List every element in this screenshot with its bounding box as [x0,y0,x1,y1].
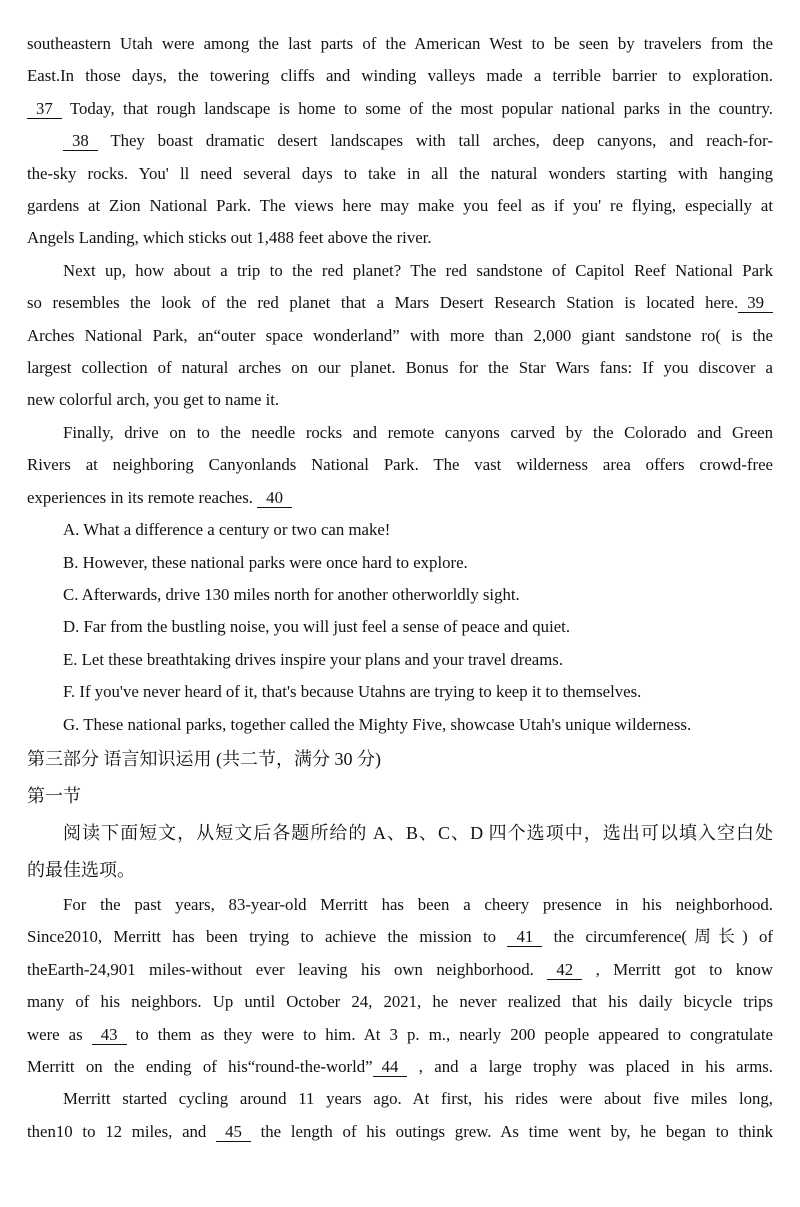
passage-line: so resembles the look of the red planet that a Mars Desert Research Station is located here. 39 [27,287,773,319]
cloze-line: Since2010, Merritt has been trying to achieve the mission to 41 the circumference(周长) of [27,927,773,947]
cloze-line: Merritt on the ending of his“round-the-world” 44 , and a large trophy was placed in his arms. [27,1056,773,1076]
option-b: B. However, these national parks were once hard to explore. [63,552,468,572]
passage-line: Next up, how about a trip to the red planet? The red sandstone of Capitol Reef National Park [63,260,773,280]
instructions-line: 的最佳选项。 [27,859,135,880]
blank-39: 39 [738,293,773,313]
option-g: G. These national parks, together called the Mighty Five, showcase Utah's unique wilderness. [63,714,692,734]
cloze-line: were as 43 to them as they were to him. At 3 p. m., nearly 200 people appeared to congratulate [27,1024,773,1044]
passage-line: Arches National Park, an“outer space wonderland” with more than 2,000 giant sandstone ro( is the [27,325,773,345]
subsection-label: 第一节 [27,785,81,806]
passage-line: southeastern Utah were among the last parts of the American West to be seen by travelers from the [27,34,773,53]
cloze-line: then10 to 12 miles, and 45 the length of his outings grew. As time went by, he began to think [27,1121,773,1141]
passage-line: Rivers at neighboring Canyonlands National Park. The vast wilderness area offers crowd-free [27,455,773,475]
section-header: 第三部分 语言知识运用 (共二节，满分 30 分) [27,748,381,769]
passage-line: largest collection of natural arches on our planet. Bonus for the Star Wars fans: If you discover a [27,358,773,378]
blank-44: 44 [373,1057,408,1077]
blank-38: 38 [63,131,98,151]
passage-line: gardens at Zion National Park. The views here may make you feel as if you' re flying, especially at [27,196,773,216]
passage-line: East.In those days, the towering cliffs and winding valleys made a terrible barrier to exploration. [27,66,773,86]
option-e: E. Let these breathtaking drives inspire your plans and your travel dreams. [63,649,564,669]
passage-line: 38 They boast dramatic desert landscapes with tall arches, deep canyons, and reach-for- [27,125,773,157]
option-c: C. Afterwards, drive 130 miles north for another otherworldly sight. [63,584,520,604]
passage-line: experiences in its remote reaches. 40 [27,482,773,514]
instructions-line: 阅读下面短文，从短文后各题所给的 A、B、C、D 四个选项中，选出可以填入空白处 [63,822,773,843]
passage-line: the-sky rocks. You' ll need several days to take in all the natural wonders starting with hanging [27,163,773,183]
option-f: F. If you've never heard of it, that's because Utahns are trying to keep it to themselves. [63,682,642,702]
blank-45: 45 [216,1122,251,1142]
cloze-line: For the past years, 83-year-old Merritt has been a cheery presence in his neighborhood. [63,894,773,914]
option-d: D. Far from the bustling noise, you will just feel a sense of peace and quiet. [63,617,571,637]
option-a: A. What a difference a century or two can make! [63,520,391,540]
passage-line: new colorful arch, you get to name it. [27,390,280,410]
cloze-line: Merritt started cycling around 11 years ago. At first, his rides were about five miles long, [63,1089,773,1109]
blank-40: 40 [257,488,292,508]
blank-42: 42 [547,960,582,980]
blank-43: 43 [92,1025,127,1045]
passage-line: Angels Landing, which sticks out 1,488 feet above the river. [27,228,432,248]
blank-41: 41 [507,927,542,947]
passage-line: Finally, drive on to the needle rocks and remote canyons carved by the Colorado and Green [63,422,773,442]
cloze-line: many of his neighbors. Up until October 24, 2021, he never realized that his daily bicycle trips [27,992,773,1012]
passage-line: 37 Today, that rough landscape is home to some of the most popular national parks in the country. [27,93,773,125]
cloze-line: theEarth-24,901 miles-without ever leaving his own neighborhood. 42 , Merritt got to know [27,959,773,979]
blank-37: 37 [27,99,62,119]
